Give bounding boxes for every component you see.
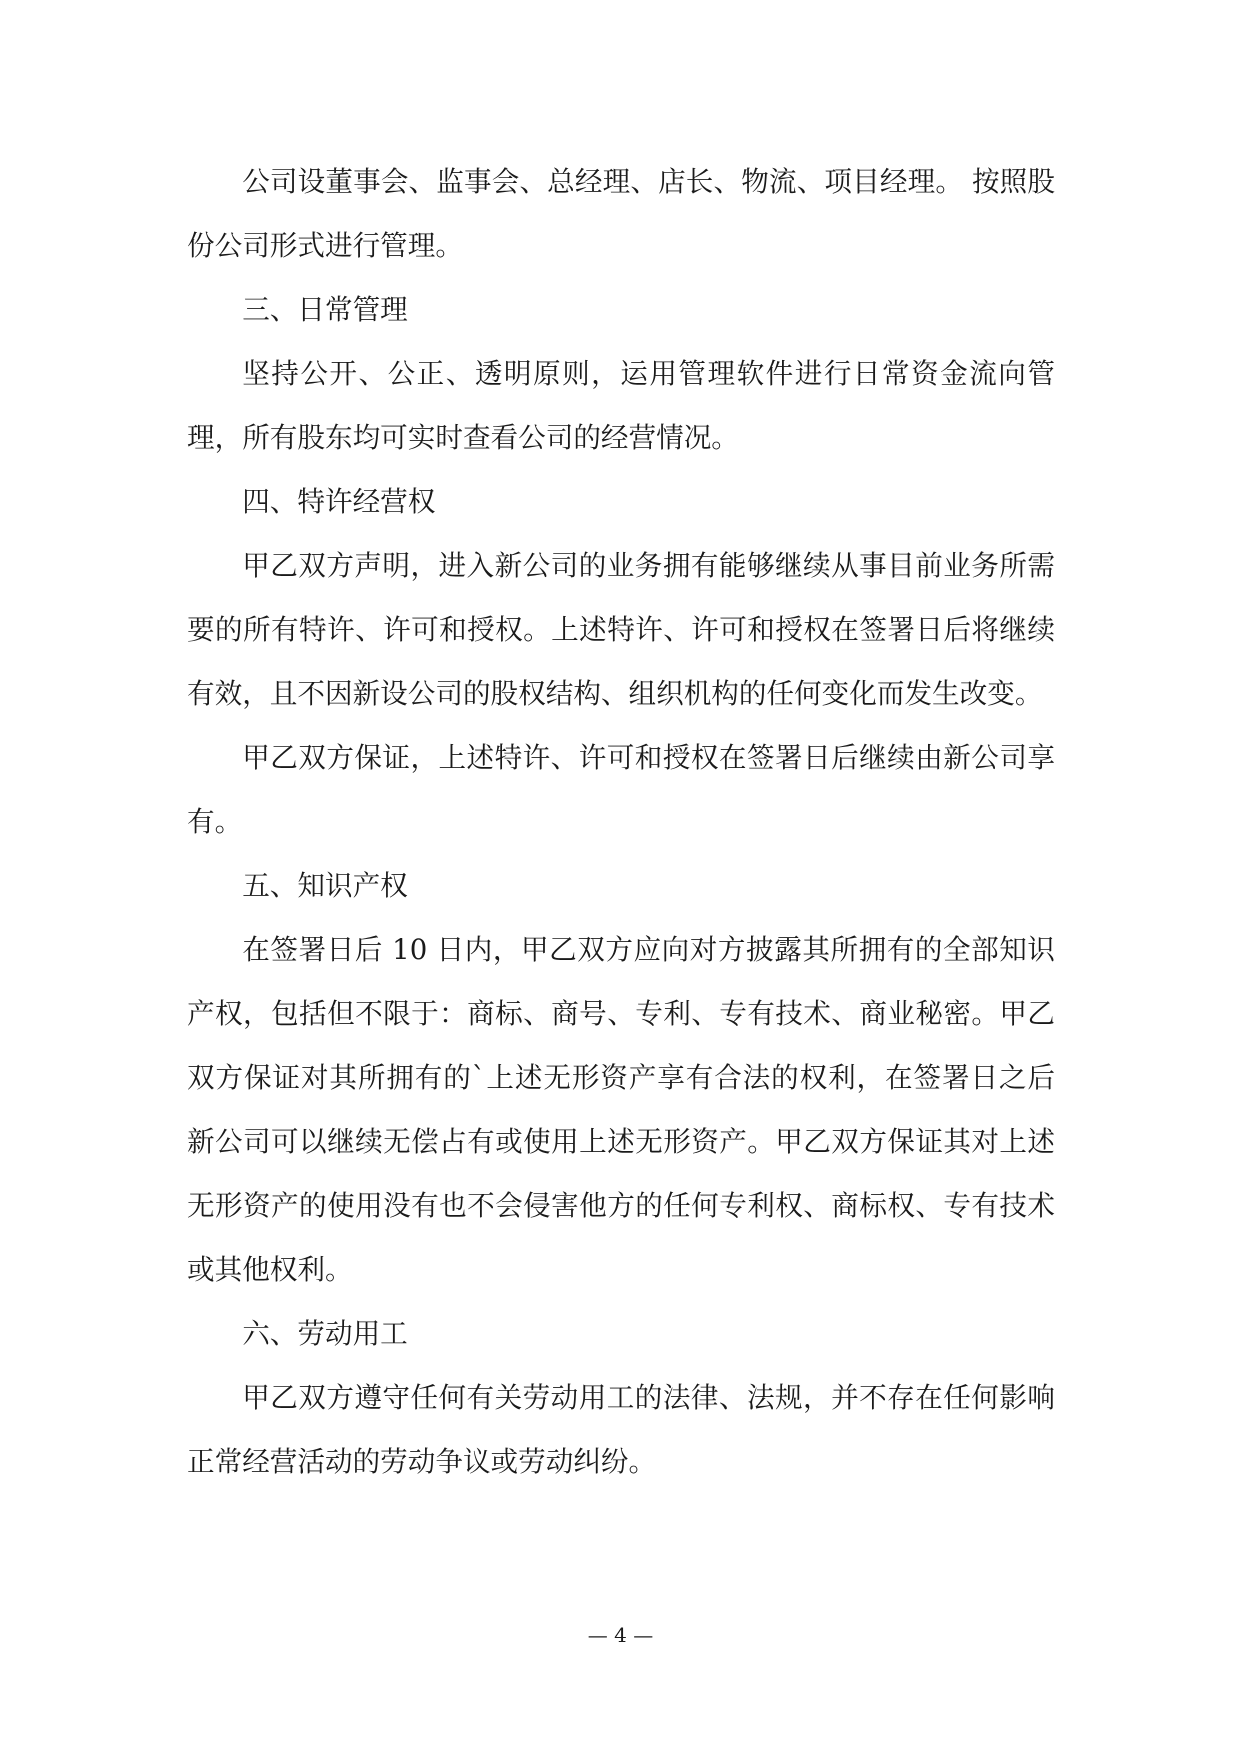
document-body — [187, 150, 1055, 1494]
section-heading-franchise-rights: 四、特许经营权 — [242, 485, 436, 518]
page-number: — 4 — — [587, 1623, 654, 1647]
paragraph-franchise-declaration: 甲乙双方声明，进入新公司的业务拥有能够继续从事目前业务所需要的所有特许、许可和授权。上述特许、许可和授权在签署日后将继续有效，且不因新设公司的股权结构、组织机构的任何变化而发生改变。 — [187, 549, 1055, 710]
section-heading-daily-management: 三、日常管理 — [242, 293, 408, 326]
paragraph-franchise-guarantee: 甲乙双方保证，上述特许、许可和授权在签署日后继续由新公司享有。 — [187, 741, 1055, 838]
paragraph-daily-management: 坚持公开、公正、透明原则，运用管理软件进行日常资金流向管理，所有股东均可实时查看公司的经营情况。 — [187, 357, 1055, 454]
paragraph-intellectual-property: 在签署日后 10 日内，甲乙双方应向对方披露其所拥有的全部知识产权，包括但不限于：商标、商号、专利、专有技术、商业秘密。甲乙双方保证对其所拥有的`上述无形资产享有合法的权利，在签署日之后新公司可以继续无偿占有或使用上述无形资产。甲乙双方保证其对上述无形资产的使用没有也不会侵害他方的任何专利权、商标权、专有技术或其他权利。 — [187, 933, 1055, 1286]
section-heading-intellectual-property: 五、知识产权 — [242, 869, 408, 902]
paragraph-labor: 甲乙双方遵守任何有关劳动用工的法律、法规，并不存在任何影响正常经营活动的劳动争议或劳动纠纷。 — [187, 1381, 1055, 1478]
paragraph-management-structure: 公司设董事会、监事会、总经理、店长、物流、项目经理。 按照股份公司形式进行管理。 — [187, 165, 1055, 262]
section-heading-labor: 六、劳动用工 — [242, 1317, 408, 1350]
